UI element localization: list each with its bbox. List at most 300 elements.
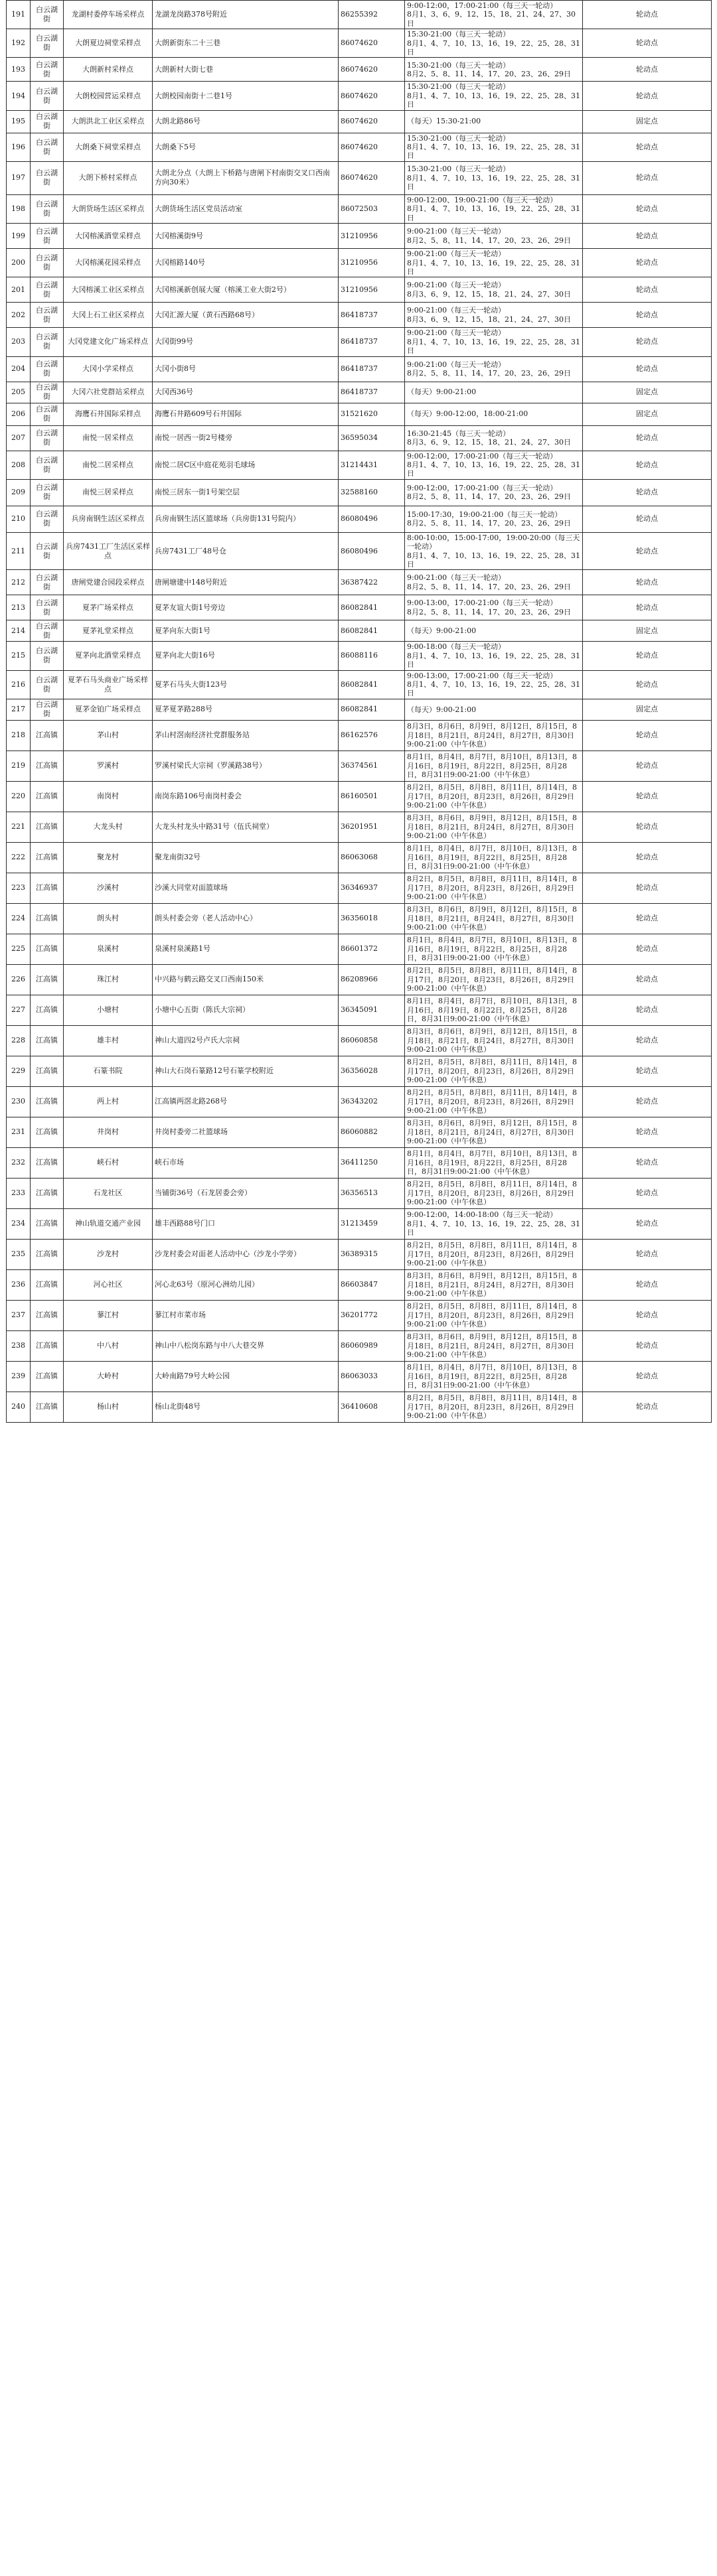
contact-phone: 86082841 (339, 699, 405, 720)
contact-phone: 31213459 (339, 1208, 405, 1239)
site-address: 大冈榕溪街9号 (153, 224, 339, 249)
site-type: 轮动点 (583, 670, 712, 699)
site-name: 南悦二居采样点 (64, 451, 153, 479)
table-row (7, 1056, 712, 1086)
row-number: 211 (7, 532, 31, 570)
contact-phone: 86072503 (339, 194, 405, 223)
table-row (7, 425, 712, 451)
site-name: 南悦一居采样点 (64, 425, 153, 451)
table-row (7, 29, 712, 58)
table-row (7, 133, 712, 161)
contact-phone: 86255392 (339, 1, 405, 29)
site-name: 大冈六社党群站采样点 (64, 382, 153, 403)
sampling-schedule: 8月1日，8月4日，8月7日，8月10日，8月13日，8月16日，8月19日，8月22日，8月25日，8月28日，8月31日9:00-21:00（中午休息） (405, 751, 583, 781)
site-type: 轮动点 (583, 1392, 712, 1422)
contact-phone: 86418737 (339, 356, 405, 382)
site-name: 大朗下桥村采样点 (64, 161, 153, 194)
site-name: 夏茅金铂广场采样点 (64, 699, 153, 720)
site-address: 大朗北路86号 (153, 110, 339, 133)
sampling-schedule: （每天）9:00-12:00，18:00-21:00 (405, 403, 583, 425)
street-town: 白云湖街 (31, 506, 64, 532)
site-type: 固定点 (583, 403, 712, 425)
sampling-schedule: 9:00-12:00，17:00-21:00（每三天一轮动） 8月2、5、8、11、14、17、20、23、26、29日 (405, 479, 583, 506)
site-type: 轮动点 (583, 842, 712, 873)
street-town: 白云湖街 (31, 382, 64, 403)
site-name: 大冈上石工业区采样点 (64, 303, 153, 328)
sampling-schedule: 8月2日，8月5日，8月8日，8月11日，8月14日，8月17日，8月20日，8月23日，8月26日，8月29日9:00-21:00（中午休息） (405, 964, 583, 995)
site-type: 轮动点 (583, 303, 712, 328)
contact-phone: 36356028 (339, 1056, 405, 1086)
table-row (7, 382, 712, 403)
table-row (7, 1086, 712, 1117)
table-row (7, 249, 712, 277)
site-type: 轮动点 (583, 903, 712, 934)
site-name: 大朗夏边祠堂采样点 (64, 29, 153, 58)
street-town: 白云湖街 (31, 595, 64, 620)
row-number: 217 (7, 699, 31, 720)
street-town: 江高镇 (31, 1178, 64, 1208)
street-town: 白云湖街 (31, 425, 64, 451)
contact-phone: 86601372 (339, 934, 405, 964)
row-number: 225 (7, 934, 31, 964)
sampling-schedule: 9:00-13:00，17:00-21:00（每三天一轮动） 8月1、4、7、10、13、16、19、22、25、28、31日 (405, 670, 583, 699)
site-address: 聚龙南街32号 (153, 842, 339, 873)
street-town: 江高镇 (31, 781, 64, 812)
table-row (7, 842, 712, 873)
contact-phone: 36387422 (339, 570, 405, 595)
site-address: 南悦二居C区中庭花苑羽毛球场 (153, 451, 339, 479)
table-row (7, 995, 712, 1025)
site-name: 两上村 (64, 1086, 153, 1117)
site-address: 南岗东路106号南岗村委会 (153, 781, 339, 812)
site-address: 大朗桑下5号 (153, 133, 339, 161)
site-address: 夏茅石马头大街123号 (153, 670, 339, 699)
table-row (7, 1392, 712, 1422)
sampling-schedule: 8月1日，8月4日，8月7日，8月10日，8月13日，8月16日，8月19日，8月22日，8月25日，8月28日，8月31日9:00-21:00（中午休息） (405, 842, 583, 873)
row-number: 208 (7, 451, 31, 479)
row-number: 218 (7, 720, 31, 751)
contact-phone: 31210956 (339, 224, 405, 249)
table-row (7, 506, 712, 532)
site-address: 大冈汇源大厦（黄石西路68号） (153, 303, 339, 328)
site-address: 南悦一居西一街2号楼旁 (153, 425, 339, 451)
sampling-schedule: 9:00-21:00（每三天一轮动） 8月2、5、8、11、14、17、20、23、26、29日 (405, 224, 583, 249)
site-name: 泉溪村 (64, 934, 153, 964)
site-address: 沙溪大同堂对面篮球场 (153, 873, 339, 903)
site-address: 夏茅向东大街1号 (153, 620, 339, 642)
street-town: 白云湖街 (31, 249, 64, 277)
street-town: 白云湖街 (31, 110, 64, 133)
site-address: 当铺街36号（石龙居委会旁） (153, 1178, 339, 1208)
street-town: 白云湖街 (31, 356, 64, 382)
site-name: 南悦三居采样点 (64, 479, 153, 506)
contact-phone: 86060989 (339, 1330, 405, 1361)
table-row (7, 812, 712, 842)
row-number: 213 (7, 595, 31, 620)
street-town: 江高镇 (31, 1117, 64, 1147)
site-address: 朗头村委会旁（老人活动中心） (153, 903, 339, 934)
contact-phone: 86162576 (339, 720, 405, 751)
site-address: 大朗校园南街十二巷1号 (153, 82, 339, 110)
contact-phone: 86603847 (339, 1269, 405, 1300)
table-row (7, 479, 712, 506)
street-town: 江高镇 (31, 1086, 64, 1117)
site-name: 石篆书院 (64, 1056, 153, 1086)
contact-phone: 36595034 (339, 425, 405, 451)
site-name: 沙溪村 (64, 873, 153, 903)
site-name: 大岭村 (64, 1361, 153, 1392)
contact-phone: 36389315 (339, 1239, 405, 1269)
sampling-sites-table (6, 0, 712, 1423)
street-town: 白云湖街 (31, 403, 64, 425)
table-row (7, 356, 712, 382)
site-name: 大龙头村 (64, 812, 153, 842)
sampling-schedule: 15:30-21:00（每三天一轮动） 8月1、4、7、10、13、16、19、22、25、28、31日 (405, 161, 583, 194)
sampling-schedule: 8月1日，8月4日，8月7日，8月10日，8月13日，8月16日，8月19日，8月22日，8月25日，8月28日，8月31日9:00-21:00（中午休息） (405, 995, 583, 1025)
contact-phone: 36346937 (339, 873, 405, 903)
sampling-schedule: 15:30-21:00（每三天一轮动） 8月1、4、7、10、13、16、19、22、25、28、31日 (405, 82, 583, 110)
street-town: 江高镇 (31, 1056, 64, 1086)
row-number: 212 (7, 570, 31, 595)
sampling-schedule: 9:00-21:00（每三天一轮动） 8月2、5、8、11、14、17、20、23、26、29日 (405, 356, 583, 382)
contact-phone: 86074620 (339, 58, 405, 82)
site-name: 蓼江村 (64, 1300, 153, 1330)
site-address: 夏茅友谊大街1号旁边 (153, 595, 339, 620)
site-type: 轮动点 (583, 570, 712, 595)
contact-phone: 86082841 (339, 620, 405, 642)
row-number: 215 (7, 642, 31, 670)
sampling-schedule: 8月2日，8月5日，8月8日，8月11日，8月14日，8月17日，8月20日，8月23日，8月26日，8月29日9:00-21:00（中午休息） (405, 1239, 583, 1269)
contact-phone: 86074620 (339, 110, 405, 133)
row-number: 202 (7, 303, 31, 328)
site-type: 轮动点 (583, 1147, 712, 1178)
street-town: 江高镇 (31, 1361, 64, 1392)
sampling-schedule: 8月2日，8月5日，8月8日，8月11日，8月14日，8月17日，8月20日，8月23日，8月26日，8月29日9:00-21:00（中午休息） (405, 1300, 583, 1330)
street-town: 白云湖街 (31, 58, 64, 82)
sampling-schedule: 8月1日，8月4日，8月7日，8月10日，8月13日，8月16日，8月19日，8月22日，8月25日，8月28日，8月31日9:00-21:00（中午休息） (405, 934, 583, 964)
row-number: 214 (7, 620, 31, 642)
site-name: 龙湖村委停车场采样点 (64, 1, 153, 29)
street-town: 白云湖街 (31, 570, 64, 595)
sampling-schedule: 9:00-21:00（每三天一轮动） 8月1、4、7、10、13、16、19、22、25、28、31日 (405, 249, 583, 277)
sampling-schedule: 9:00-18:00（每三天一轮动） 8月1、4、7、10、13、16、19、22、25、28、31日 (405, 642, 583, 670)
site-name: 南岗村 (64, 781, 153, 812)
row-number: 196 (7, 133, 31, 161)
contact-phone: 31521620 (339, 403, 405, 425)
row-number: 226 (7, 964, 31, 995)
site-name: 兵房南钢生活区采样点 (64, 506, 153, 532)
site-type: 轮动点 (583, 506, 712, 532)
site-address: 杨山北街48号 (153, 1392, 339, 1422)
site-type: 轮动点 (583, 781, 712, 812)
contact-phone: 86063068 (339, 842, 405, 873)
contact-phone: 86082841 (339, 670, 405, 699)
street-town: 江高镇 (31, 1025, 64, 1056)
sampling-schedule: （每天）9:00-21:00 (405, 620, 583, 642)
site-address: 大冈榕溪新创展大厦（榕溪工业大街2号） (153, 277, 339, 303)
site-address: 大冈街99号 (153, 328, 339, 356)
table-row (7, 570, 712, 595)
street-town: 江高镇 (31, 812, 64, 842)
site-type: 轮动点 (583, 1025, 712, 1056)
site-type: 轮动点 (583, 720, 712, 751)
contact-phone: 36411250 (339, 1147, 405, 1178)
table-row (7, 1025, 712, 1056)
contact-phone: 31210956 (339, 249, 405, 277)
site-type: 轮动点 (583, 751, 712, 781)
site-type: 轮动点 (583, 479, 712, 506)
row-number: 221 (7, 812, 31, 842)
site-type: 轮动点 (583, 964, 712, 995)
contact-phone: 86088116 (339, 642, 405, 670)
table-row (7, 194, 712, 223)
street-town: 白云湖街 (31, 479, 64, 506)
sampling-schedule: 9:00-21:00（每三天一轮动） 8月3、6、9、12、15、18、21、24、27、30日 (405, 303, 583, 328)
site-name: 夏茅石马头商业广场采样点 (64, 670, 153, 699)
site-address: 大冈西36号 (153, 382, 339, 403)
street-town: 江高镇 (31, 1239, 64, 1269)
table-row (7, 532, 712, 570)
contact-phone: 86208966 (339, 964, 405, 995)
sampling-schedule: 9:00-12:00，17:00-21:00（每三天一轮动） 8月1、4、7、10、13、16、19、22、25、28、31日 (405, 451, 583, 479)
row-number: 193 (7, 58, 31, 82)
table-row (7, 1300, 712, 1330)
site-type: 轮动点 (583, 356, 712, 382)
street-town: 江高镇 (31, 751, 64, 781)
site-address: 泉溪村泉溪路1号 (153, 934, 339, 964)
site-type: 轮动点 (583, 425, 712, 451)
sampling-schedule: 9:00-21:00（每三天一轮动） 8月3、6、9、12、15、18、21、24、27、30日 (405, 277, 583, 303)
site-name: 神山轨道交通产业园 (64, 1208, 153, 1239)
table-row (7, 934, 712, 964)
contact-phone: 36201772 (339, 1300, 405, 1330)
row-number: 234 (7, 1208, 31, 1239)
sampling-schedule: 15:30-21:00（每三天一轮动） 8月2、5、8、11、14、17、20、23、26、29日 (405, 58, 583, 82)
site-type: 轮动点 (583, 1330, 712, 1361)
site-name: 海鹰石井国际采样点 (64, 403, 153, 425)
site-type: 轮动点 (583, 642, 712, 670)
street-town: 江高镇 (31, 1269, 64, 1300)
site-address: 沙龙村委会对面老人活动中心（沙龙小学旁） (153, 1239, 339, 1269)
site-address: 大朗新街东二十三巷 (153, 29, 339, 58)
site-type: 轮动点 (583, 277, 712, 303)
row-number: 200 (7, 249, 31, 277)
row-number: 239 (7, 1361, 31, 1392)
site-name: 茅山村 (64, 720, 153, 751)
sampling-schedule: 8月3日，8月6日，8月9日，8月12日，8月15日，8月18日，8月21日，8月24日，8月27日，8月30日9:00-21:00（中午休息） (405, 1117, 583, 1147)
row-number: 220 (7, 781, 31, 812)
table-row (7, 642, 712, 670)
row-number: 206 (7, 403, 31, 425)
street-town: 白云湖街 (31, 699, 64, 720)
site-name: 大朗洪北工业区采样点 (64, 110, 153, 133)
row-number: 219 (7, 751, 31, 781)
site-address: 神山大石岗石篆路12号石篆学校附近 (153, 1056, 339, 1086)
site-address: 夏茅向北大街16号 (153, 642, 339, 670)
site-name: 杨山村 (64, 1392, 153, 1422)
street-town: 白云湖街 (31, 303, 64, 328)
row-number: 235 (7, 1239, 31, 1269)
table-row (7, 781, 712, 812)
street-town: 白云湖街 (31, 161, 64, 194)
row-number: 240 (7, 1392, 31, 1422)
site-name: 罗溪村 (64, 751, 153, 781)
site-address: 井岗村委旁二社篮球场 (153, 1117, 339, 1147)
site-name: 夏茅向北酒堂采样点 (64, 642, 153, 670)
row-number: 210 (7, 506, 31, 532)
site-type: 轮动点 (583, 133, 712, 161)
table-row (7, 720, 712, 751)
site-type: 轮动点 (583, 1117, 712, 1147)
street-town: 白云湖街 (31, 1, 64, 29)
row-number: 227 (7, 995, 31, 1025)
street-town: 白云湖街 (31, 277, 64, 303)
site-address: 大朗新村大街七巷 (153, 58, 339, 82)
contact-phone: 32588160 (339, 479, 405, 506)
street-town: 江高镇 (31, 842, 64, 873)
site-name: 唐闸党建合园段采样点 (64, 570, 153, 595)
row-number: 223 (7, 873, 31, 903)
contact-phone: 86080496 (339, 532, 405, 570)
site-address: 神山大道四2号卢氏大宗祠 (153, 1025, 339, 1056)
site-type: 固定点 (583, 382, 712, 403)
site-name: 中八村 (64, 1330, 153, 1361)
contact-phone: 36345091 (339, 995, 405, 1025)
contact-phone: 86074620 (339, 82, 405, 110)
site-address: 夏茅夏茅路288号 (153, 699, 339, 720)
sampling-schedule: 9:00-21:00（每三天一轮动） 8月1、4、7、10、13、16、19、22、25、28、31日 (405, 328, 583, 356)
table-row (7, 751, 712, 781)
table-row (7, 1, 712, 29)
table-row (7, 964, 712, 995)
row-number: 207 (7, 425, 31, 451)
site-name: 大冈小学采样点 (64, 356, 153, 382)
table-row (7, 328, 712, 356)
site-name: 兵房7431工厂生活区采样点 (64, 532, 153, 570)
street-town: 白云湖街 (31, 670, 64, 699)
row-number: 194 (7, 82, 31, 110)
site-address: 唐闸塘建中148号附近 (153, 570, 339, 595)
contact-phone: 36356513 (339, 1178, 405, 1208)
row-number: 232 (7, 1147, 31, 1178)
site-address: 大岭南路79号大岭公园 (153, 1361, 339, 1392)
sampling-schedule: 9:00-12:00，14:00-18:00（每三天一轮动） 8月1、4、7、10、13、16、19、22、25、28、31日 (405, 1208, 583, 1239)
site-type: 轮动点 (583, 82, 712, 110)
row-number: 230 (7, 1086, 31, 1117)
street-town: 白云湖街 (31, 224, 64, 249)
street-town: 白云湖街 (31, 642, 64, 670)
sampling-schedule: （每天）15:30-21:00 (405, 110, 583, 133)
site-name: 井岗村 (64, 1117, 153, 1147)
contact-phone: 86418737 (339, 328, 405, 356)
street-town: 白云湖街 (31, 133, 64, 161)
row-number: 229 (7, 1056, 31, 1086)
sampling-schedule: 8月1日，8月4日，8月7日，8月10日，8月13日，8月16日，8月19日，8月22日，8月25日，8月28日，8月31日9:00-21:00（中午休息） (405, 1361, 583, 1392)
table-body (7, 1, 712, 1423)
table-row (7, 451, 712, 479)
table-row (7, 670, 712, 699)
site-address: 罗溪村梁氏大宗祠（罗溪路38号） (153, 751, 339, 781)
site-name: 大冈榕溪工业区采样点 (64, 277, 153, 303)
table-row (7, 110, 712, 133)
site-type: 固定点 (583, 620, 712, 642)
sampling-schedule: 9:00-12:00，17:00-21:00（每三天一轮动） 8月1、3、6、9、12、15、18、21、24、27、30日 (405, 1, 583, 29)
street-town: 江高镇 (31, 1208, 64, 1239)
sampling-schedule: 9:00-13:00，17:00-21:00（每三天一轮动） 8月2、5、8、11、14、17、20、23、26、29日 (405, 595, 583, 620)
row-number: 228 (7, 1025, 31, 1056)
street-town: 白云湖街 (31, 532, 64, 570)
site-name: 夏茅广场采样点 (64, 595, 153, 620)
site-type: 轮动点 (583, 812, 712, 842)
row-number: 231 (7, 1117, 31, 1147)
row-number: 222 (7, 842, 31, 873)
sampling-schedule: 8月1日，8月4日，8月7日，8月10日，8月13日，8月16日，8月19日，8月22日，8月25日，8月28日，8月31日9:00-21:00（中午休息） (405, 1147, 583, 1178)
table-row (7, 58, 712, 82)
site-name: 峡石村 (64, 1147, 153, 1178)
contact-phone: 36410608 (339, 1392, 405, 1422)
sampling-schedule: 15:00-17:30，19:00-21:00（每三天一轮动） 8月2、5、8、11、14、17、20、23、26、29日 (405, 506, 583, 532)
site-name: 雄丰村 (64, 1025, 153, 1056)
site-address: 江高镇两滘北路268号 (153, 1086, 339, 1117)
row-number: 209 (7, 479, 31, 506)
table-row (7, 699, 712, 720)
row-number: 236 (7, 1269, 31, 1300)
row-number: 201 (7, 277, 31, 303)
row-number: 238 (7, 1330, 31, 1361)
contact-phone: 86082841 (339, 595, 405, 620)
table-row (7, 224, 712, 249)
site-type: 轮动点 (583, 1239, 712, 1269)
site-name: 珠江村 (64, 964, 153, 995)
street-town: 江高镇 (31, 964, 64, 995)
contact-phone: 31214431 (339, 451, 405, 479)
contact-phone: 86074620 (339, 133, 405, 161)
site-address: 小塘中心五街（陈氏大宗祠） (153, 995, 339, 1025)
street-town: 江高镇 (31, 934, 64, 964)
site-name: 大冈榕溪花园采样点 (64, 249, 153, 277)
street-town: 江高镇 (31, 1392, 64, 1422)
sampling-schedule: 9:00-12:00、19:00-21:00（每三天一轮动） 8月1、4、7、10、13、16、19、22、25、28、31日 (405, 194, 583, 223)
contact-phone: 86074620 (339, 161, 405, 194)
row-number: 198 (7, 194, 31, 223)
site-address: 龙湖龙岗路378号附近 (153, 1, 339, 29)
sampling-schedule: 8月2日，8月5日，8月8日，8月11日，8月14日，8月17日，8月20日，8月23日，8月26日，8月29日9:00-21:00（中午休息） (405, 1392, 583, 1422)
site-type: 轮动点 (583, 595, 712, 620)
site-address: 茅山村滘南经济社党群服务站 (153, 720, 339, 751)
site-name: 大朗货场生活区采样点 (64, 194, 153, 223)
site-name: 夏茅礼堂采样点 (64, 620, 153, 642)
site-type: 轮动点 (583, 1208, 712, 1239)
site-name: 大朗新村采样点 (64, 58, 153, 82)
street-town: 江高镇 (31, 1147, 64, 1178)
street-town: 白云湖街 (31, 82, 64, 110)
site-name: 大朗校园营运采样点 (64, 82, 153, 110)
street-town: 白云湖街 (31, 328, 64, 356)
contact-phone: 86074620 (339, 29, 405, 58)
site-address: 大朗北分点（大朗上下桥路与唐闸下村南街交叉口西南方向30米） (153, 161, 339, 194)
table-row (7, 620, 712, 642)
site-type: 轮动点 (583, 1269, 712, 1300)
row-number: 216 (7, 670, 31, 699)
site-name: 河心社区 (64, 1269, 153, 1300)
site-address: 峡石市场 (153, 1147, 339, 1178)
table-row (7, 1208, 712, 1239)
site-type: 轮动点 (583, 451, 712, 479)
contact-phone: 36356018 (339, 903, 405, 934)
site-name: 大冈党建文化广场采样点 (64, 328, 153, 356)
sampling-schedule: 8月3日，8月6日，8月9日，8月12日，8月15日，8月18日，8月21日，8月24日，8月27日，8月30日9:00-21:00（中午休息） (405, 1025, 583, 1056)
sampling-schedule: 8月2日，8月5日，8月8日，8月11日，8月14日，8月17日，8月20日，8月23日，8月26日，8月29日9:00-21:00（中午休息） (405, 781, 583, 812)
